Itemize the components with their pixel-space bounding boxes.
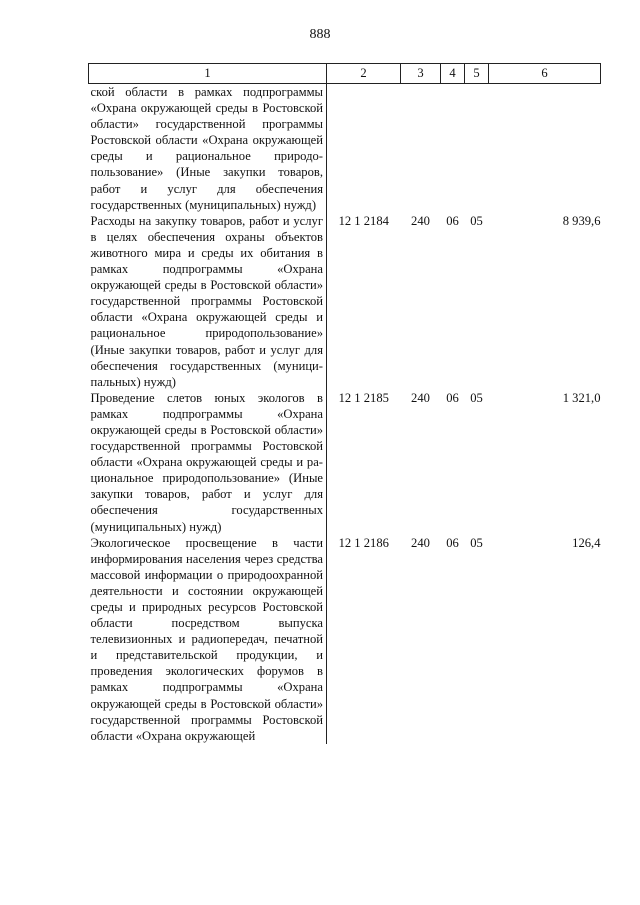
row-amount: 8 939,6 — [562, 213, 601, 228]
table-header — [89, 64, 601, 84]
column-header-3: 3 — [401, 64, 441, 84]
page-number: 888 — [309, 27, 331, 42]
row-section: 06 — [446, 390, 459, 405]
row-expense-type — [401, 84, 441, 213]
row-subsection: 05 — [470, 213, 483, 228]
column-header-4: 4 — [441, 64, 465, 84]
column-header-1: 1 — [89, 64, 327, 84]
table-body — [89, 84, 601, 744]
row-section: 06 — [446, 213, 459, 228]
row-description: Экологическое просвещение в части информирования населения через средства массовой информации о природоохранной деятельности и состоянии окружающей среды и природных ресурсов Ростовской области посредством выпуска телевизионных и радиопередач, печатной и представительской продукции, и проведения экологических форумов в рамках подпрограммы «Охрана окружающей среды в Ростовской области» государственной программы Ростовской области «Охрана окружающей — [89, 535, 327, 744]
row-target-code: 12 1 2185 — [338, 390, 389, 405]
row-amount: 1 321,0 — [562, 390, 601, 405]
row-target-code — [327, 84, 401, 213]
row-section — [441, 84, 465, 213]
row-target-code: 12 1 2184 — [338, 213, 389, 228]
row-description: Расходы на закупку товаров, работ и услуг в целях обеспечения охраны объектов животного мира и среды их обитания в рамках подпрограммы «Охрана окружающей среды в Ростовской области» государственной программы Ростовской области «Охрана окружающей среды и рациональное природопользование» (Иные закупки товаров, работ и услуг для обеспечения государственных (муниципальных) нужд) — [89, 213, 327, 390]
row-subsection: 05 — [470, 390, 483, 405]
row-expense-type: 240 — [411, 213, 430, 228]
row-expense-type: 240 — [411, 390, 430, 405]
column-header-5: 5 — [465, 64, 489, 84]
budget-table — [88, 63, 601, 744]
column-header-6: 6 — [489, 64, 601, 84]
row-subsection: 05 — [470, 535, 483, 550]
table-row — [89, 84, 601, 213]
row-description: ской области в рамках подпрограммы «Охрана окружающей среды в Ростовской области» государственной программы Ростовской области «Охрана окружающей среды и рациональное природопользование» (Иные закупки товаров, работ и услуг для обеспечения государственных (муниципальных) нужд) — [89, 84, 327, 213]
table-row — [89, 213, 601, 390]
row-expense-type: 240 — [411, 535, 430, 550]
row-target-code: 12 1 2186 — [338, 535, 389, 550]
row-section: 06 — [446, 535, 459, 550]
row-amount — [489, 84, 601, 213]
table-row — [89, 535, 601, 744]
row-subsection — [465, 84, 489, 213]
row-amount: 126,4 — [572, 535, 601, 550]
column-header-2: 2 — [327, 64, 401, 84]
table-row — [89, 390, 601, 535]
header-row — [89, 64, 601, 84]
row-description: Проведение слетов юных экологов в рамках подпрограммы «Охрана окружающей среды в Ростовской области» государственной программы Ростовской области «Охрана окружающей среды и рациональное природопользование» (Иные закупки товаров, работ и услуг для обеспечения государственных (муниципальных) нужд) — [89, 390, 327, 535]
